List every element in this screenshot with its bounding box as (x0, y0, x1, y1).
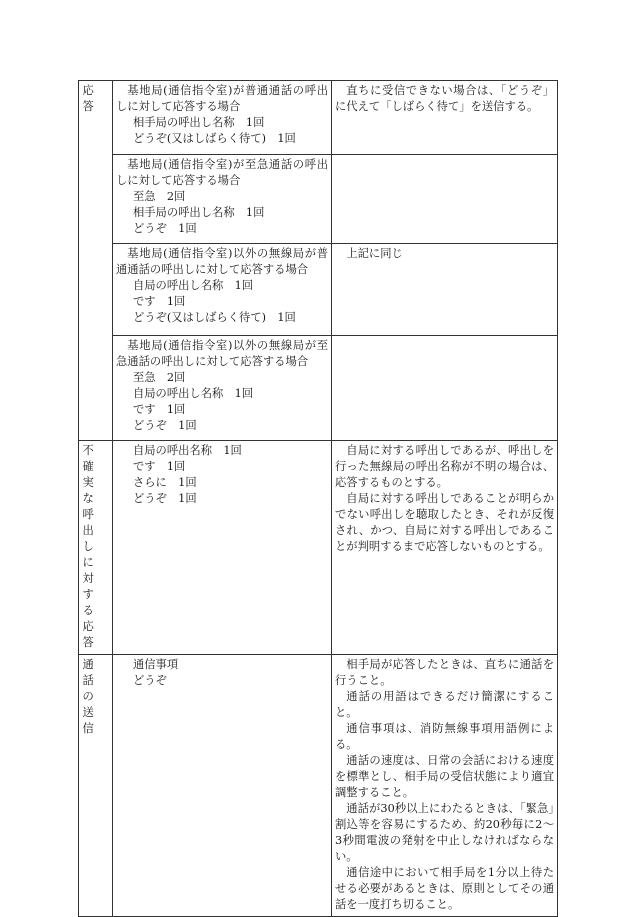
section-heading: 不確実な呼出しに対する応答 (82, 444, 96, 649)
section-heading-cell (79, 655, 113, 917)
condition-title: 基地局(通信指令室)以外の無線局が至急通話の呼出しに対して応答する場合 (116, 339, 328, 368)
condition-title: 基地局(通信指令室)が普通通話の呼出しに対して応答する場合 (116, 84, 328, 113)
section-heading-cell (79, 441, 113, 655)
note-paragraph: 直ちに受信できない場合は、「どうぞ」に代えて「しばらく待て」を送信する。 (335, 84, 554, 113)
table-row (79, 155, 558, 244)
procedure-line: どうぞ 1回 (132, 419, 197, 432)
section-heading: 応答 (82, 84, 96, 113)
middle-cell (113, 655, 332, 917)
middle-cell (113, 244, 332, 336)
procedure-line: さらに 1回 (132, 476, 197, 489)
procedure-line: 通信事項 (132, 658, 179, 671)
procedure-line: どうぞ (132, 674, 167, 687)
note-paragraph: 上記に同じ (346, 247, 403, 260)
table-row (79, 336, 558, 441)
right-cell (332, 655, 558, 917)
condition-title: 基地局(通信指令室)以外の無線局が普通通話の呼出しに対して応答する場合 (116, 247, 328, 276)
procedure-line: 至急 2回 (132, 190, 186, 203)
procedure-line: 相手局の呼出し名称 1回 (132, 116, 265, 129)
right-cell (332, 244, 558, 336)
procedure-table (78, 80, 558, 917)
middle-cell (113, 81, 332, 155)
right-cell (332, 155, 558, 244)
procedure-line: 相手局の呼出し名称 1回 (132, 206, 265, 219)
note-paragraph: 自局に対する呼出しであることが明らかでない呼出しを聴取したとき、それが反復され、かつ、自局に対する呼出しであることが判明するまで応答しないものとする。 (335, 492, 554, 553)
procedure-line: どうぞ(又はしばらく待て) 1回 (132, 132, 296, 145)
procedure-line: どうぞ 1回 (132, 222, 197, 235)
procedure-line: です 1回 (132, 460, 186, 473)
middle-cell (113, 336, 332, 441)
procedure-line: です 1回 (132, 403, 186, 416)
procedure-line: 自局の呼出し名称 1回 (132, 387, 254, 400)
procedure-line: 自局の呼出名称 1回 (132, 444, 242, 457)
note-paragraph: 通話が30秒以上にわたるときは、「緊急」割込等を容易にするため、約20秒毎に2～3秒間電波の発射を中止しなければならない。 (335, 802, 554, 863)
right-cell (332, 81, 558, 155)
procedure-line: 自局の呼出し名称 1回 (132, 279, 254, 292)
table-row (79, 81, 558, 155)
right-cell (332, 441, 558, 655)
table-row (79, 655, 558, 917)
condition-title: 基地局(通信指令室)が至急通話の呼出しに対して応答する場合 (116, 158, 328, 187)
note-paragraph: 通信途中において相手局を1分以上待たせる必要があるときは、原則としてその通話を一度打ち切ること。 (335, 866, 554, 911)
procedure-line: どうぞ 1回 (132, 492, 197, 505)
middle-cell (113, 441, 332, 655)
procedure-line: です 1回 (132, 295, 186, 308)
note-paragraph: 通話の用語はできるだけ簡潔にすること。 (335, 690, 554, 719)
section-heading-cell (79, 81, 113, 441)
note-paragraph: 通話の速度は、日常の会話における速度を標準とし、相手局の受信状態により適宜調整すること。 (335, 754, 554, 799)
document-page (78, 80, 557, 917)
section-heading: 通話の送信 (82, 658, 96, 735)
procedure-line: 至急 2回 (132, 371, 186, 384)
table-row (79, 244, 558, 336)
note-paragraph: 通信事項は、消防無線事項用語例による。 (335, 722, 554, 751)
note-paragraph: 自局に対する呼出しであるが、呼出しを行った無線局の呼出名称が不明の場合は、応答するものとする。 (335, 444, 554, 489)
procedure-line: どうぞ(又はしばらく待て) 1回 (132, 311, 296, 324)
note-paragraph: 相手局が応答したときは、直ちに通話を行うこと。 (335, 658, 554, 687)
middle-cell (113, 155, 332, 244)
right-cell (332, 336, 558, 441)
table-row (79, 441, 558, 655)
